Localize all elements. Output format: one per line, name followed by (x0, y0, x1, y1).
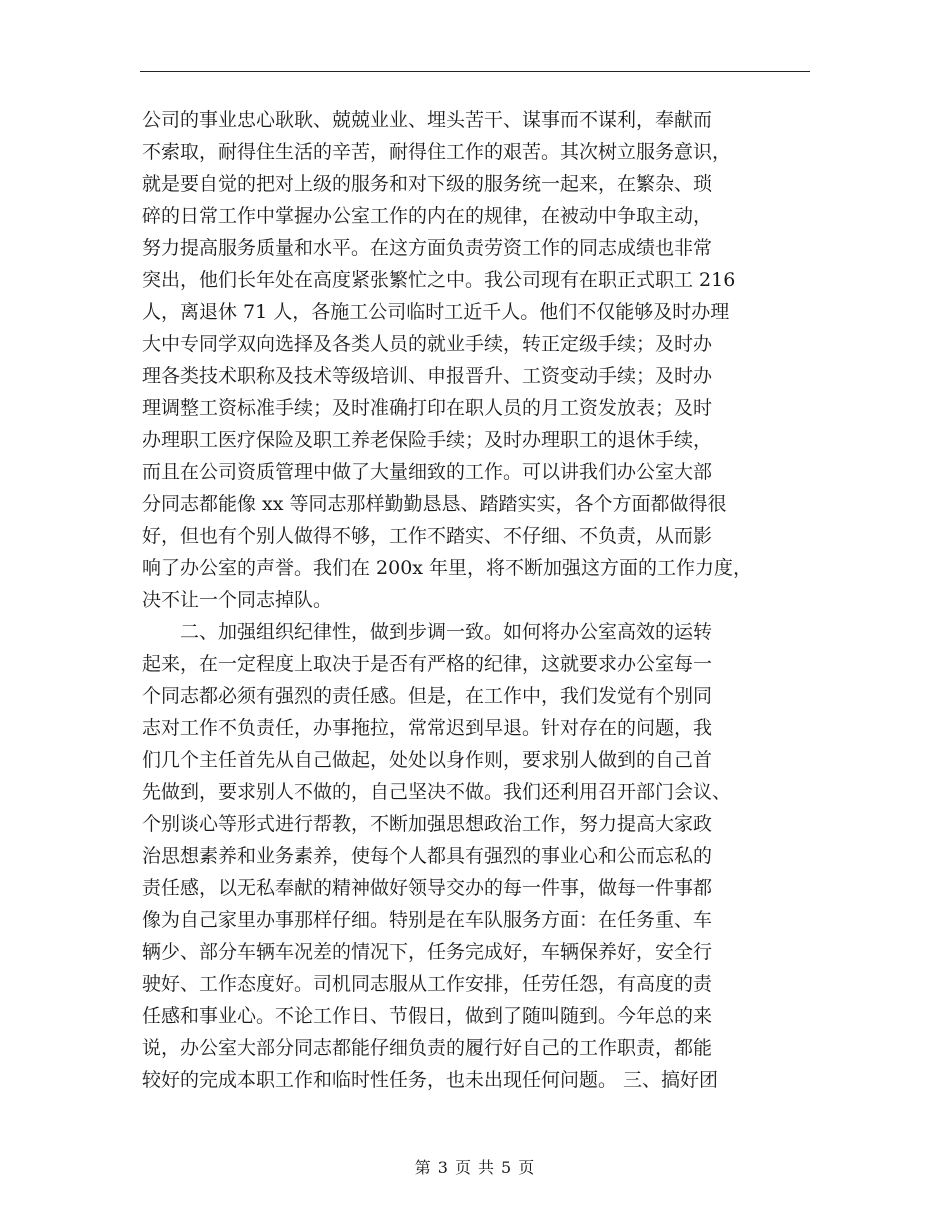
footer-suffix: 页 (518, 1158, 536, 1177)
text-line: 志对工作不负责任，办事拖拉，常常迟到早退。针对存在的问题，我 (142, 717, 713, 739)
text-line: 好，但也有个别人做得不够，工作不踏实、不仔细、不负责，从而影 (142, 525, 713, 547)
text-line: 办理职工医疗保险及职工养老保险手续；及时办理职工的退休手续， (142, 429, 713, 451)
text-line: 碎的日常工作中掌握办公室工作的内在的规律，在被动中争取主动， (142, 205, 713, 227)
text-line: 理调整工资标准手续；及时准确打印在职人员的月工资发放表；及时 (142, 397, 713, 419)
text-line: 大中专同学双向选择及各类人员的就业手续，转正定级手续；及时办 (142, 333, 713, 355)
text-line: 理各类技术职称及技术等级培训、申报晋升、工资变动手续；及时办 (142, 365, 713, 387)
text-line: 驶好、工作态度好。司机同志服从工作安排，任劳任怨，有高度的责 (142, 973, 713, 995)
text-line: 公司的事业忠心耿耿、兢兢业业、埋头苦干、谋事而不谋利，奉献而 (142, 109, 713, 131)
text-line: 治思想素养和业务素养，使每个人都具有强烈的事业心和公而忘私的 (142, 845, 713, 867)
footer-current-page: 3 (437, 1158, 449, 1177)
text-line: 像为自己家里办事那样仔细。特别是在车队服务方面：在任务重、车 (142, 909, 713, 931)
text-line: 先做到，要求别人不做的，自己坚决不做。我们还利用召开部门会议、 (142, 781, 732, 803)
text-line: 个同志都必须有强烈的责任感。但是，在工作中，我们发觉有个别同 (142, 685, 713, 707)
text-line: 分同志都能像 xx 等同志那样勤勤恳恳、踏踏实实，各个方面都做得很 (142, 493, 727, 515)
text-line: 们几个主任首先从自己做起，处处以身作则，要求别人做到的自己首 (142, 749, 713, 771)
document-body (142, 104, 810, 1096)
text-line: 就是要自觉的把对上级的服务和对下级的服务统一起来，在繁杂、琐 (142, 173, 713, 195)
text-line: 响了办公室的声誉。我们在 200x 年里，将不断加强这方面的工作力度， (142, 557, 753, 579)
page-footer (0, 1155, 950, 1178)
text-line: 而且在公司资质管理中做了大量细致的工作。可以讲我们办公室大部 (142, 461, 713, 483)
footer-prefix: 第 (414, 1158, 432, 1177)
text-line: 决不让一个同志掉队。 (142, 589, 333, 611)
text-line: 辆少、部分车辆车况差的情况下，任务完成好，车辆保养好，安全行 (142, 941, 713, 963)
text-line: 个别谈心等形式进行帮教，不断加强思想政治工作，努力提高大家政 (142, 813, 713, 835)
text-line: 说，办公室大部分同志都能仔细负责的履行好自己的工作职责，都能 (142, 1037, 713, 1059)
text-line: 人，离退休 71 人，各施工公司临时工近千人。他们不仅能够及时办理 (142, 301, 730, 323)
text-line: 起来，在一定程度上取决于是否有严格的纪律，这就要求办公室每一 (142, 653, 713, 675)
text-line: 二、加强组织纪律性，做到步调一致。如何将办公室高效的运转 (180, 621, 713, 643)
text-line: 努力提高服务质量和水平。在这方面负责劳资工作的同志成绩也非常 (142, 237, 713, 259)
text-line: 较好的完成本职工作和临时性任务，也未出现任何问题。 三、搞好团 (142, 1069, 719, 1091)
footer-total-pages: 5 (501, 1158, 513, 1177)
footer-page-word: 页 (454, 1158, 472, 1177)
text-line: 不索取，耐得住生活的辛苦，耐得住工作的艰苦。其次树立服务意识， (142, 141, 732, 163)
text-line: 责任感，以无私奉献的精神做好领导交办的每一件事，做每一件事都 (142, 877, 713, 899)
text-line: 任感和事业心。不论工作日、节假日，做到了随叫随到。今年总的来 (142, 1005, 713, 1027)
text-line: 突出，他们长年处在高度紧张繁忙之中。我公司现有在职正式职工 216 (142, 269, 736, 291)
footer-total-word: 共 (478, 1158, 496, 1177)
header-rule (140, 71, 810, 72)
